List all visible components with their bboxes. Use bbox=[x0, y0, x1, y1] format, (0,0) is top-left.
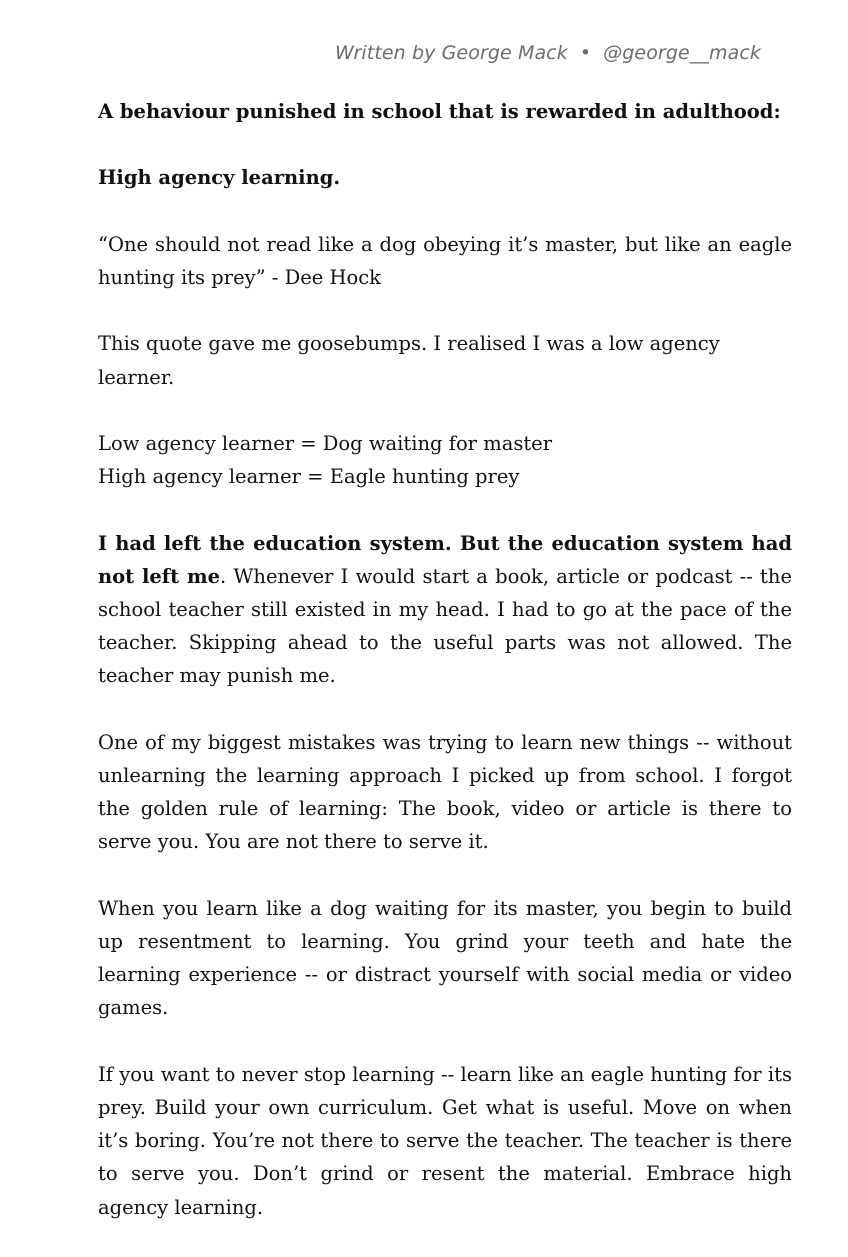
comparison-line-high: High agency learner = Eagle hunting prey bbox=[98, 465, 520, 489]
paragraph-eagle-learning: If you want to never stop learning -- learn like an eagle hunting for its prey. Build your own curriculum. Get what is useful. Move on when it’s boring. You’re not there to serve the teacher. The teacher is there to serve you. Don’t grind or resent the material. Embrace high agency learning. bbox=[98, 1062, 792, 1219]
paragraph-education-bold: I had left the education system. But the education system had not left me bbox=[98, 531, 792, 588]
paragraph-biggest-mistakes: One of my biggest mistakes was trying to learn new things -- without unlearning the learning approach I picked up from school. I forgot the golden rule of learning: The book, video or article is there to serve you. You are not there to serve it. bbox=[98, 730, 792, 854]
document-heading: A behaviour punished in school that is rewarded in adulthood: bbox=[98, 100, 781, 123]
author-name: Written by George Mack bbox=[334, 42, 568, 64]
comparison-line-low: Low agency learner = Dog waiting for master bbox=[98, 431, 553, 455]
quote-paragraph: “One should not read like a dog obeying it’s master, but like an eagle hunting its prey” - Dee Hock bbox=[98, 232, 792, 289]
paragraph-education-system bbox=[98, 527, 792, 693]
paragraph-dog-learning: When you learn like a dog waiting for its master, you begin to build up resentment to learning. You grind your teeth and hate the learning experience -- or distract yourself with social media or video games. bbox=[98, 896, 792, 1020]
author-handle: @george__mack bbox=[603, 42, 761, 64]
byline-separator: • bbox=[579, 42, 592, 64]
paragraph-goosebumps: This quote gave me goosebumps. I realised I was a low agency learner. bbox=[98, 332, 720, 389]
byline bbox=[335, 42, 761, 64]
comparison-block bbox=[98, 427, 792, 493]
document-subheading: High agency learning. bbox=[98, 166, 341, 190]
document-body bbox=[98, 95, 792, 1257]
paragraph-education-rest: . Whenever I would start a book, article or podcast -- the school teacher still existed in my head. I had to go at the pace of the teacher. Skipping ahead to the useful parts was not allowed. The teacher may punish me. bbox=[98, 564, 792, 688]
